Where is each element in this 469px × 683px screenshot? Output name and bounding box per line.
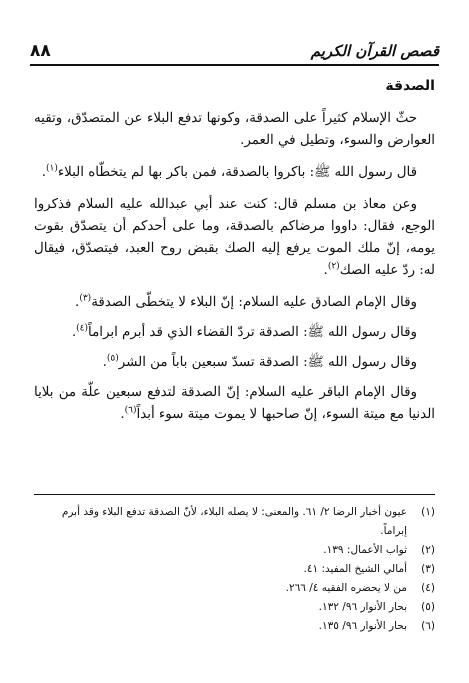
- footnote-ref[interactable]: (٣): [79, 293, 92, 304]
- footnote-ref[interactable]: (٢): [327, 261, 340, 272]
- page-body: [34, 76, 435, 434]
- footnote-item: (٤) من لا يحضره الفقيه ٤/ ٢٦٦.: [285, 582, 435, 594]
- footnote-item: (١) عيون أخبار الرضا ٢/ ٦١. والمعنى: لا يصله البلاء، لأنّ الصدقة تدفع البلاء وقد أبرم إبراماً.: [61, 506, 435, 537]
- footnote-ref[interactable]: (٥): [106, 353, 119, 364]
- footnote-item: (٢) ثواب الأعمال: ١٣٩.: [323, 544, 435, 556]
- paragraph-intro: حثّ الإسلام كثيراً على الصدقة، وكونها تدفع البلاء عن المتصدّق، وتقيه العوارض والسوء، وتطيل في العمر.: [34, 111, 435, 148]
- footnote-rule: [34, 494, 435, 495]
- paragraph-hadith-1: قال رسول الله ﷺ: باكروا بالصدقة، فمن باكر بها لم يتخطّاه البلاء$^{(١)}$.: [41, 163, 417, 180]
- paragraph-hadith-6: وقال الإمام الباقر عليه السلام: إنّ الصدقة لتدفع سبعين علّة من بلايا الدنيا مع ميتة السوء، إنّ صاحبها لا يموت ميتة سوء أبداً$^{(٦)}$.: [34, 385, 435, 422]
- footnotes: [34, 503, 435, 636]
- footnote-ref[interactable]: (٤): [76, 323, 88, 334]
- footnote-item: (٣) أمالي الشيخ المفيد: ٤١.: [303, 563, 435, 575]
- page-number: ٨٨: [30, 41, 51, 61]
- footnote-ref[interactable]: (١): [45, 163, 58, 174]
- paragraph-hadith-3: وقال الإمام الصادق عليه السلام: إنّ البلاء لا يتخطّى الصدقة$^{(٣)}$.: [75, 293, 417, 310]
- section-title: الصدقة: [385, 78, 435, 94]
- paragraph-hadith-2: وعن معاذ بن مسلم قال: كنت عند أبي عبدالله عليه السلام فذكروا الوجع، فقال: داووا مرضاكم بالصدقة، وما على أحدكم أن يتصدّق بقوت يومه، إنّ ملك الموت يرفع إليه الصك بقبض روح العبد، فيتصدّق، فيقال له: ردّ عليه الصك$^{(٢)}$.: [34, 197, 435, 278]
- footnote-item: (٥) بحار الأنوار ٩٦/ ١٣٢.: [318, 601, 435, 613]
- header-rule: [30, 64, 439, 66]
- running-title: قصص القرآن الكريم: [310, 42, 439, 60]
- footnote-ref[interactable]: (٦): [124, 405, 137, 416]
- paragraph-hadith-5: وقال رسول الله ﷺ: الصدقة تسدّ سبعين باباً من الشر$^{(٥)}$.: [102, 353, 417, 370]
- paragraph-hadith-4: وقال رسول الله ﷺ: الصدقة تردّ القضاء الذي قد أبرم ابراماً$^{(٤)}$.: [71, 323, 417, 340]
- page-header: [30, 36, 439, 62]
- footnote-item: (٦) بحار الأنوار ٩٦/ ١٣٥.: [318, 620, 435, 632]
